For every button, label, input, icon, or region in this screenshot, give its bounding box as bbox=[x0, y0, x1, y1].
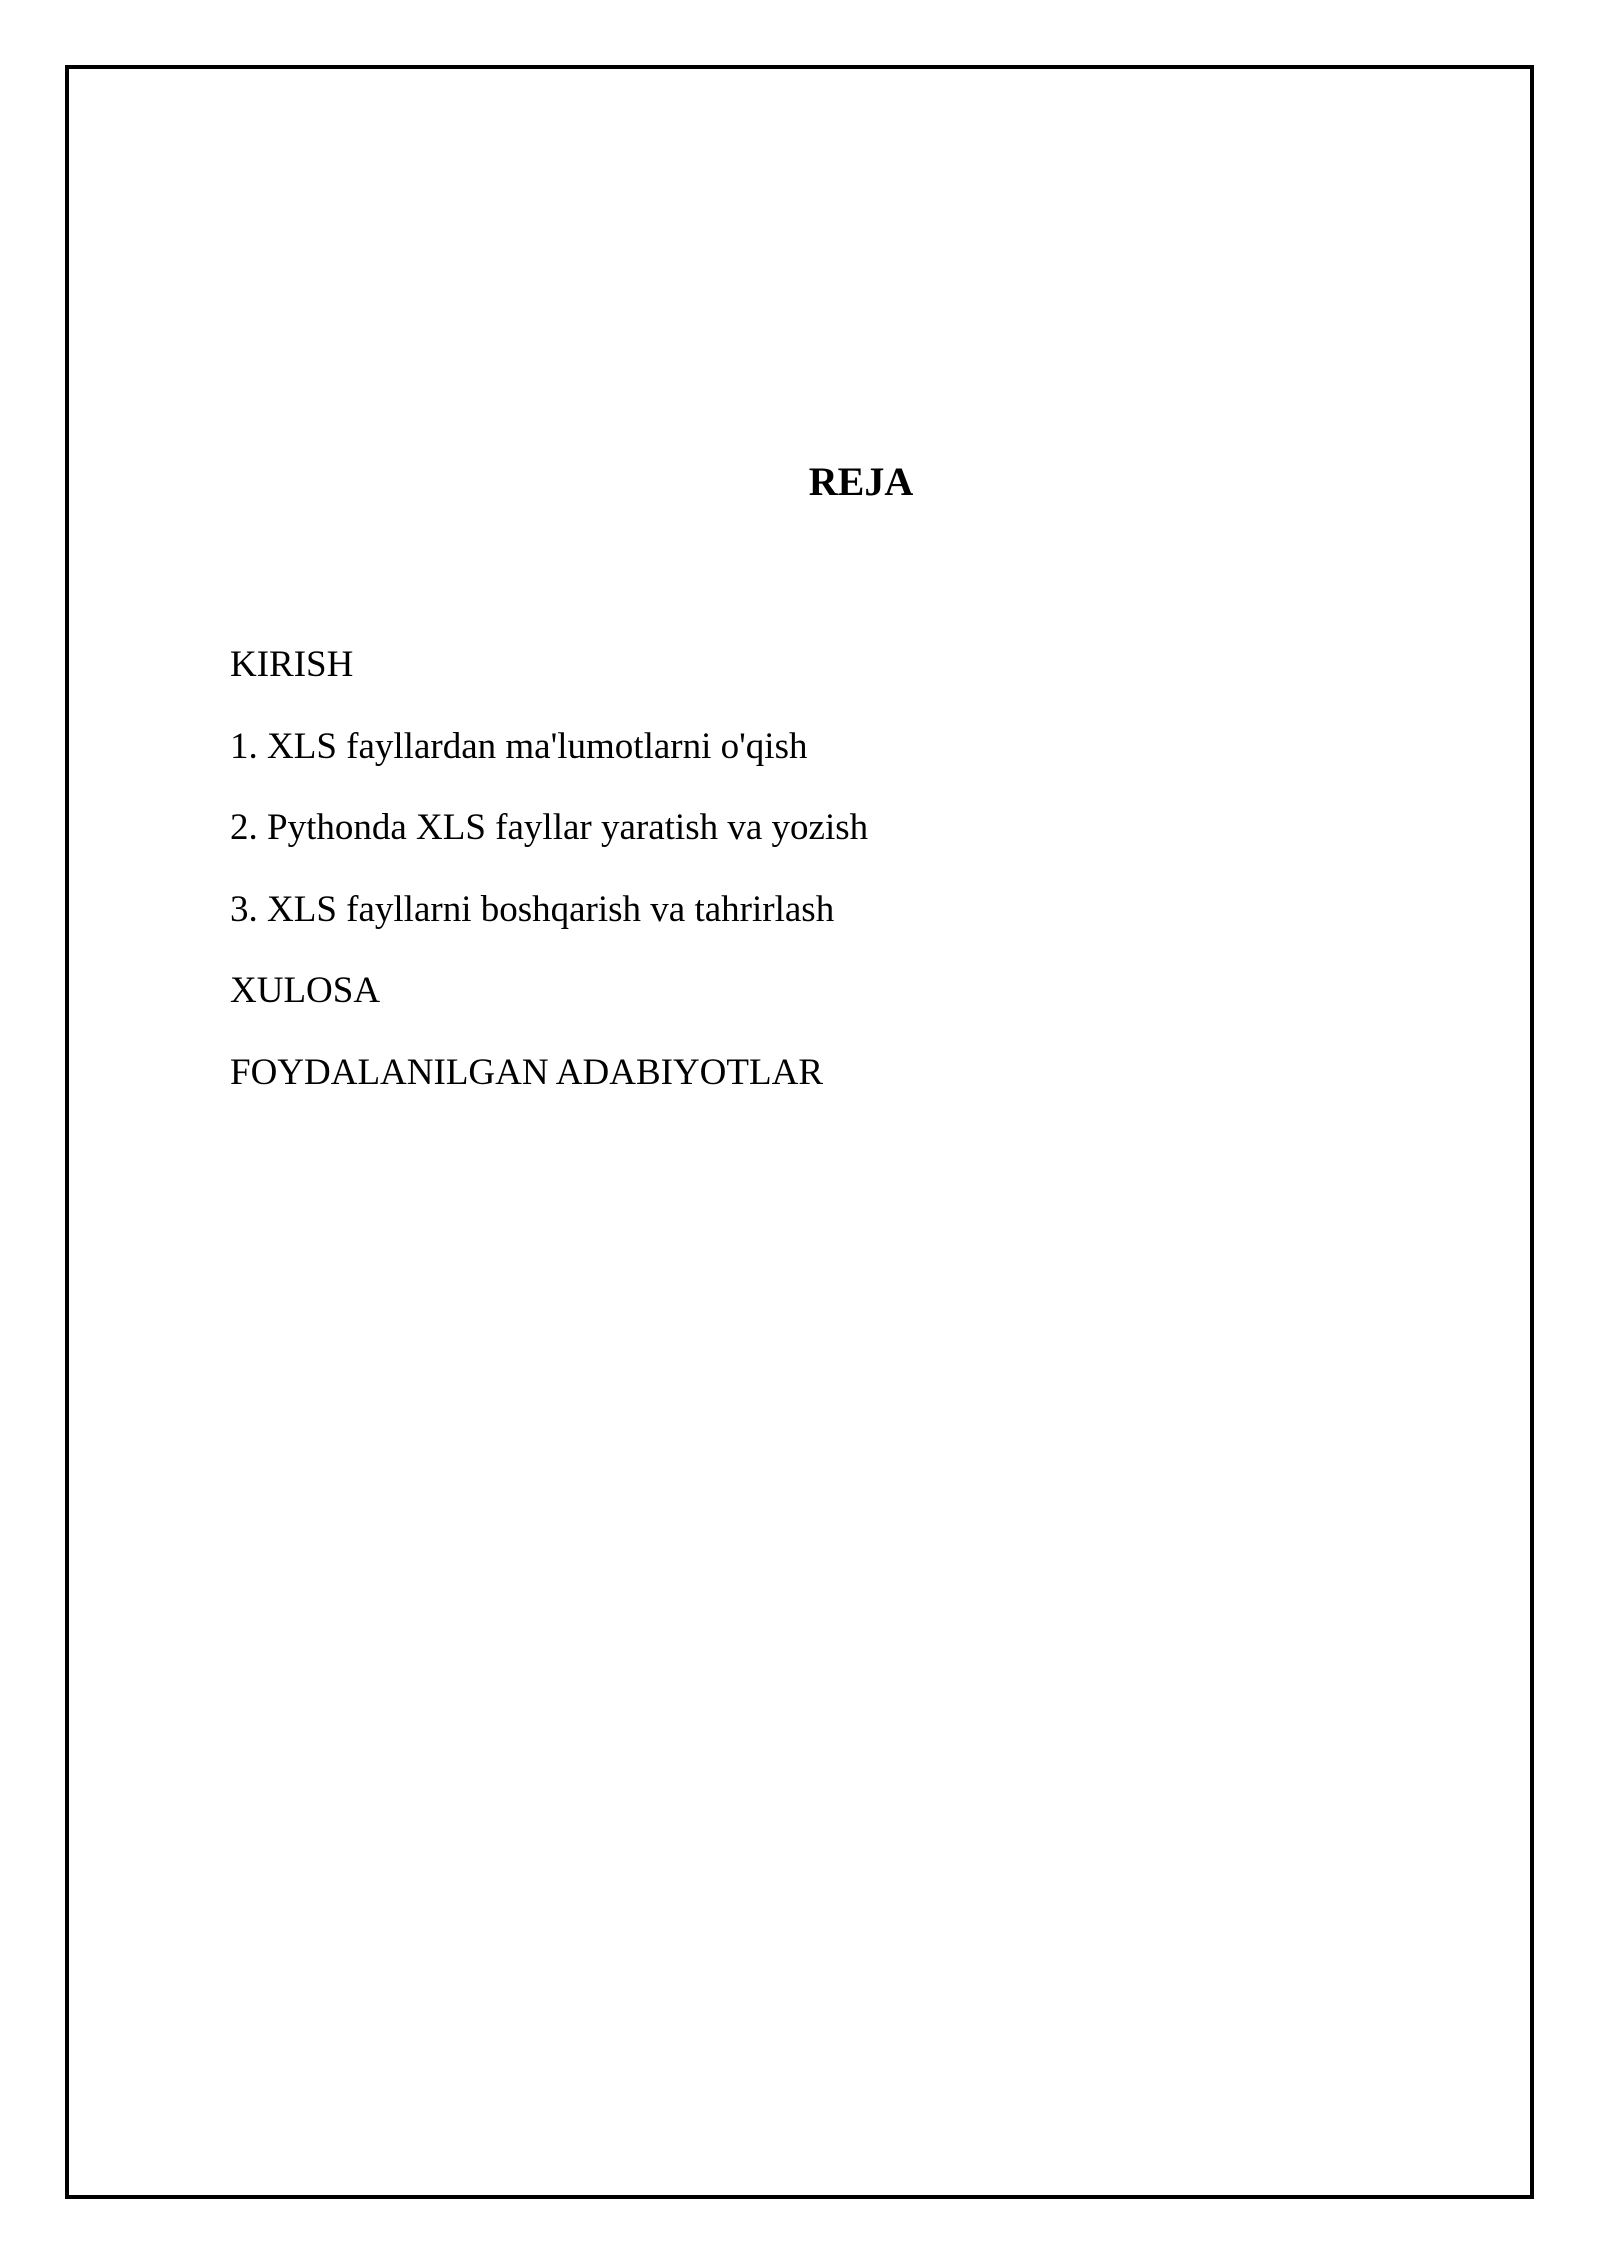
toc-item-1: 1. XLS fayllardan ma'lumotlarni o'qish bbox=[230, 725, 808, 767]
toc-item-3: 3. XLS fayllarni boshqarish va tahrirlash bbox=[230, 888, 835, 930]
toc-item-conclusion: XULOSA bbox=[230, 970, 381, 1011]
page-border bbox=[65, 65, 1534, 2199]
page-title: REJA bbox=[808, 459, 914, 504]
toc-item-introduction: KIRISH bbox=[230, 644, 354, 685]
toc-item-2: 2. Pythonda XLS fayllar yaratish va yozish bbox=[230, 807, 869, 848]
toc-item-references: FOYDALANILGAN ADABIYOTLAR bbox=[230, 1051, 823, 1093]
table-of-contents bbox=[230, 643, 868, 1132]
